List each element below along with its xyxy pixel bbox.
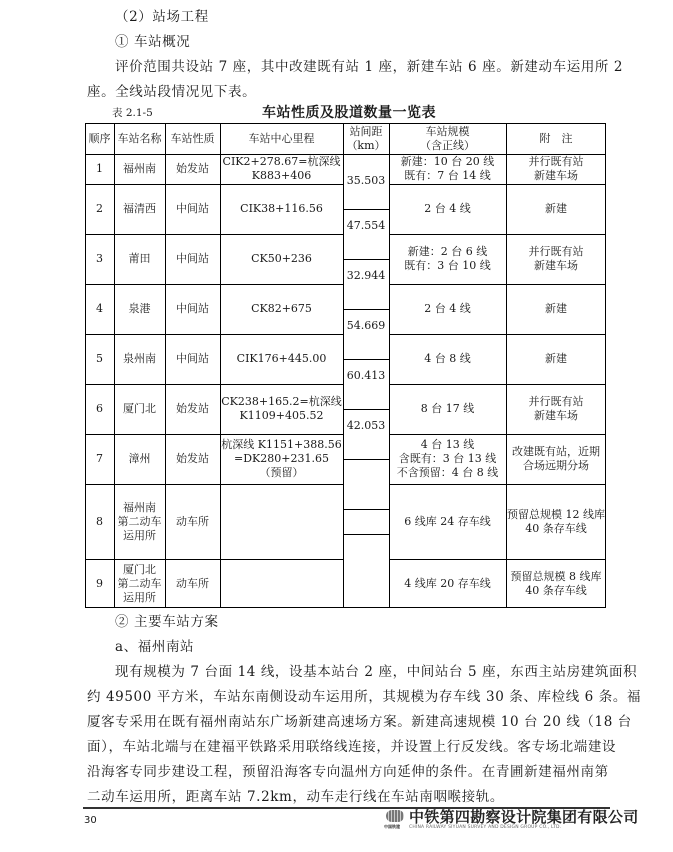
cell-mileage-line: CK82+675 (251, 302, 312, 315)
station-table (85, 123, 606, 608)
cell-scale (389, 234, 506, 284)
paragraph-line: 厦客专采用在既有福州南站东广场新建高速场方案。新建高速规模 10 台 20 线（18 台 (87, 714, 632, 730)
cell-name (114, 334, 165, 384)
company-logo-icon (386, 810, 404, 822)
cell-scale (389, 484, 506, 559)
cell-name-line: 泉港 (128, 302, 151, 315)
cell-name (114, 184, 165, 234)
header-scale (389, 123, 506, 154)
cell-mileage (220, 334, 343, 384)
cell-note-line: 并行既有站 (528, 395, 584, 408)
subsection-overview: ① 车站概况 (115, 34, 191, 50)
distance-divider (343, 459, 389, 460)
distance-divider (343, 154, 389, 155)
header-mileage (220, 123, 343, 154)
distance-value: 54.669 (346, 319, 386, 332)
cell-seq-line: 8 (96, 514, 103, 528)
table-number: 表 2.1-5 (112, 107, 153, 119)
cell-name-line: 福州南 (123, 162, 156, 175)
cell-note (506, 434, 606, 484)
cell-note-line: 并行既有站 (528, 245, 584, 258)
cell-note-line: 40 条存车线 (525, 583, 587, 597)
cell-note (506, 559, 606, 608)
cell-scale-line: 新建：2 台 6 线 (407, 245, 488, 258)
cell-scale (389, 284, 506, 334)
header-type-line: 车站性质 (170, 131, 215, 145)
cell-type-line: 中间站 (176, 352, 209, 365)
cell-type (165, 384, 220, 434)
cell-mileage (220, 434, 343, 484)
cell-note (506, 284, 606, 334)
header-distance-line: 站间距 (349, 124, 383, 138)
distance-divider (343, 534, 389, 535)
cell-note-line: 并行既有站 (528, 155, 584, 168)
company-name: 中铁第四勘察设计院集团有限公司 (409, 808, 639, 826)
page-number: 30 (84, 815, 97, 826)
cell-note (506, 384, 606, 434)
cell-name (114, 234, 165, 284)
cell-note-line: 预留总规模 8 线库 (510, 569, 602, 583)
cell-mileage (220, 234, 343, 284)
cell-type-line: 中间站 (176, 252, 209, 265)
cell-scale-line: 既有：3 台 10 线 (404, 259, 491, 272)
cell-scale-line: 含既有：3 台 13 线 (398, 452, 497, 465)
header-distance-line: （km） (346, 138, 386, 152)
distance-divider (343, 209, 389, 210)
paragraph-line: 约 49500 平方米，车站东南侧设动车运用所，其规模为存车线 30 条、库检线 6 条。福 (87, 689, 642, 705)
cell-note-line: 新建车场 (534, 259, 578, 272)
cell-scale-line: 不含预留：4 台 8 线 (396, 466, 499, 479)
cell-seq-line: 6 (96, 402, 103, 415)
cell-mileage-line: CIK38+116.56 (240, 202, 323, 215)
header-name (114, 123, 165, 154)
cell-scale (389, 184, 506, 234)
cell-mileage (220, 384, 343, 434)
cell-name (114, 559, 165, 608)
cell-scale-line: 2 台 4 线 (424, 302, 471, 315)
cell-note (506, 334, 606, 384)
distance-value: 60.413 (346, 369, 386, 382)
distance-divider (343, 409, 389, 410)
header-note (506, 123, 606, 154)
paragraph-line: 现有规模为 7 台面 14 线，设基本站台 2 座，中间站台 5 座，东西主站房建筑面积 (115, 664, 638, 680)
cell-seq-line: 5 (96, 352, 103, 365)
cell-name-line: 泉州南 (123, 352, 156, 365)
paragraph-line: 评价范围共设站 7 座，其中改建既有站 1 座，新建车站 6 座。新建动车运用所 2 (115, 59, 624, 75)
cell-mileage-line: K1109+405.52 (239, 409, 324, 422)
cell-mileage-line: CK238+165.2=杭深线 (221, 395, 342, 408)
cell-mileage-line: K883+406 (251, 169, 312, 182)
company-name-english: CHINA RAILWAY SIYUAN SURVEY AND DESIGN GROUP CO., LTD. (409, 825, 562, 830)
cell-name-line: 第二动车 (117, 576, 162, 590)
cell-name (114, 384, 165, 434)
cell-name-line: 莆田 (128, 252, 151, 265)
cell-type (165, 484, 220, 559)
cell-seq (85, 334, 114, 384)
cell-note-line: 新建 (545, 202, 567, 215)
cell-seq-line: 9 (96, 576, 103, 590)
cell-mileage (220, 559, 343, 608)
cell-mileage-line: 杭深线 K1151+388.56 (221, 438, 342, 451)
cell-seq (85, 559, 114, 608)
cell-type-line: 始发站 (176, 402, 209, 415)
subsection-main-stations: ② 主要车站方案 (115, 614, 219, 630)
cell-name-line: 漳州 (128, 452, 151, 465)
cell-mileage (220, 284, 343, 334)
header-note-line: 附 注 (539, 131, 573, 145)
section-heading: （2）站场工程 (115, 9, 209, 25)
distance-divider (343, 607, 389, 608)
header-seq-line: 顺序 (88, 131, 111, 145)
header-scale-line: （含正线） (420, 138, 475, 152)
cell-seq-line: 4 (96, 302, 103, 315)
cell-seq (85, 154, 114, 184)
cell-seq (85, 484, 114, 559)
header-scale-line: 车站规模 (425, 124, 470, 138)
cell-scale-line: 新建：10 台 20 线 (400, 155, 495, 168)
cell-scale (389, 334, 506, 384)
cell-scale (389, 154, 506, 184)
paragraph-line: 座。全线站段情况见下表。 (87, 84, 257, 100)
distance-divider (343, 259, 389, 260)
cell-mileage-line: =DK280+231.65 (234, 452, 329, 465)
header-seq (85, 123, 114, 154)
cell-type (165, 334, 220, 384)
distance-value: 32.944 (346, 269, 386, 282)
cell-name-line: 厦门北 (123, 402, 156, 415)
cell-seq (85, 384, 114, 434)
header-mileage-line: 车站中心里程 (248, 131, 315, 145)
cell-type-line: 中间站 (176, 302, 209, 315)
cell-scale-line: 4 线库 20 存车线 (404, 576, 491, 590)
cell-note-line: 40 条存车线 (525, 521, 587, 535)
cell-note (506, 184, 606, 234)
cell-scale-line: 既有：7 台 14 线 (404, 169, 491, 182)
cell-seq (85, 184, 114, 234)
cell-mileage (220, 184, 343, 234)
cell-scale-line: 4 台 13 线 (420, 438, 475, 451)
cell-scale (389, 434, 506, 484)
cell-mileage-line: （预留） (259, 466, 304, 479)
distance-divider (343, 359, 389, 360)
distance-divider (343, 509, 389, 510)
cell-name-line: 第二动车 (117, 514, 162, 528)
header-type (165, 123, 220, 154)
cell-type (165, 184, 220, 234)
cell-name-line: 运用所 (123, 590, 156, 604)
cell-note-line: 合场远期分场 (523, 459, 589, 472)
cell-seq-line: 1 (96, 162, 103, 175)
cell-note-line: 新建车场 (534, 409, 578, 422)
cell-seq-line: 3 (96, 252, 103, 265)
cell-type-line: 始发站 (176, 452, 209, 465)
cell-type (165, 284, 220, 334)
cell-note-line: 新建车场 (534, 169, 578, 182)
paragraph-line: 沿海客专同步建设工程，预留沿海客专向温州方向延伸的条件。在青圃新建福州南第 (87, 764, 609, 780)
cell-name-line: 福州南 (123, 500, 156, 514)
cell-name (114, 154, 165, 184)
distance-value: 35.503 (346, 174, 386, 187)
cell-name (114, 434, 165, 484)
distance-value: 47.554 (346, 219, 386, 232)
cell-type-line: 始发站 (176, 162, 209, 175)
paragraph-line: 二动车运用所，距离车站 7.2km，动车走行线在车站南咽喉接轨。 (87, 789, 504, 805)
cell-name-line: 运用所 (123, 528, 156, 542)
table-col-divider (343, 123, 344, 608)
cell-note-line: 新建 (545, 302, 567, 315)
distance-value: 42.053 (346, 419, 386, 432)
cell-mileage (220, 484, 343, 559)
cell-name-line: 福清西 (123, 202, 156, 215)
cell-name (114, 484, 165, 559)
cell-note (506, 234, 606, 284)
cell-scale (389, 559, 506, 608)
cell-seq-line: 2 (96, 202, 103, 215)
cell-type (165, 559, 220, 608)
cell-seq (85, 284, 114, 334)
cell-type (165, 234, 220, 284)
header-name-line: 车站名称 (117, 131, 162, 145)
cell-note (506, 154, 606, 184)
cell-type (165, 154, 220, 184)
subsection-fuzhou-south: a、福州南站 (115, 639, 195, 655)
company-abbr: 中国铁建 (384, 824, 400, 829)
cell-type (165, 434, 220, 484)
cell-seq (85, 234, 114, 284)
cell-note (506, 484, 606, 559)
cell-scale-line: 4 台 8 线 (424, 352, 471, 365)
cell-name-line: 厦门北 (123, 562, 156, 576)
paragraph-line: 面），车站北端与在建福平铁路采用联络线连接，并设置上行反发线。客专场北端建设 (87, 739, 617, 755)
table-title: 车站性质及股道数量一览表 (262, 105, 436, 121)
cell-type-line: 中间站 (176, 202, 209, 215)
cell-scale-line: 6 线库 24 存车线 (404, 514, 491, 528)
cell-mileage-line: CIK176+445.00 (236, 352, 327, 365)
header-distance (343, 123, 389, 154)
cell-type-line: 动车所 (176, 576, 209, 590)
cell-mileage-line: CIK2+278.67=杭深线 (222, 155, 341, 168)
cell-type-line: 动车所 (176, 514, 209, 528)
distance-divider (343, 309, 389, 310)
cell-scale (389, 384, 506, 434)
cell-name (114, 284, 165, 334)
cell-scale-line: 2 台 4 线 (424, 202, 471, 215)
cell-seq (85, 434, 114, 484)
cell-note-line: 新建 (545, 352, 567, 365)
cell-mileage (220, 154, 343, 184)
cell-note-line: 改建既有站，近期 (512, 445, 600, 458)
cell-scale-line: 8 台 17 线 (420, 402, 475, 415)
cell-seq-line: 7 (96, 452, 103, 465)
cell-mileage-line: CK50+236 (251, 252, 312, 265)
cell-note-line: 预留总规模 12 线库 (507, 507, 605, 521)
